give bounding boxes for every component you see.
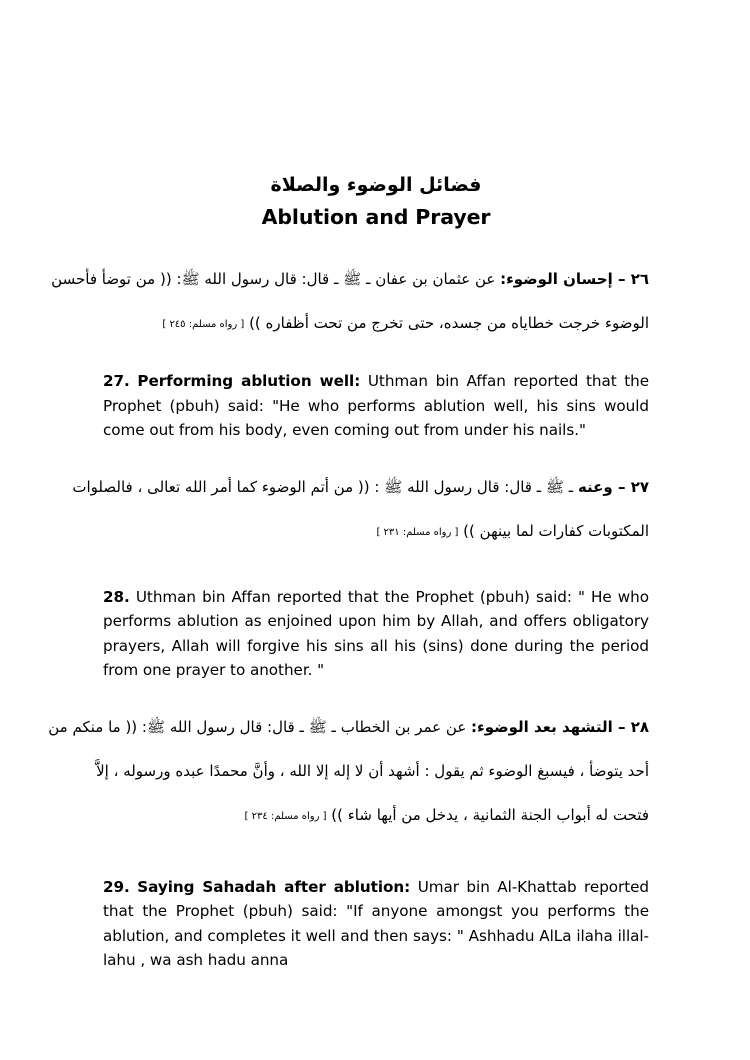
spacer [103,853,649,875]
hadith-reference: [ رواه مسلم: ٢٣٤ ] [244,810,327,822]
paragraph-body: Uthman bin Affan reported that the Prophet (pbuh) said: " He who performs ablution as enjoined upon him by Allah, and offers obligatory prayers, Allah will forgive his sins all his (sins) done during the period from one prayer to another. " [103,587,649,679]
arabic-line-text: الوضوء خرجت خطاياه من جسده، حتى تخرج من تحت أظفاره )) [249,314,649,332]
paragraph-body: Uthman bin Affan reported that the Prophet (pbuh) said: "He who performs ablution well, his sins would come out from his body, even coming out from under his nails." [103,372,650,439]
paragraph-number: 29. [103,877,130,896]
arabic-line [72,465,649,509]
arabic-lemma: إحسان الوضوء: [500,270,613,288]
arabic-line-text: أحد يتوضأ ، فيسبغ الوضوء ثم يقول : أشهد أن لا إله إلا الله ، وأنَّ محمدًا عبده ورسوله ، إلاَّ [96,761,649,780]
arabic-line [96,749,649,793]
english-paragraph-28 [103,585,649,683]
arabic-line [103,301,649,347]
arabic-line-text: عن عثمان بن عفان ـ ﷺ ـ قال: قال رسول الله ﷺ: (( من توضأ فأحسن [51,270,501,288]
spacer [103,361,649,369]
page-content [48,172,650,973]
arabic-lemma: وعنه [577,477,613,496]
hadith-reference: [ رواه مسلم: ٢٤٥ ] [162,319,245,330]
arabic-hadith-27 [72,465,649,555]
spacer [103,569,649,585]
page-title-english: Ablution and Prayer [261,205,491,229]
paragraph-number: 27. [103,372,130,390]
english-paragraph-29 [103,875,649,973]
paragraph-number: 28. [103,587,130,606]
arabic-line [51,257,649,301]
arabic-item-number: ٢٧ – [612,477,649,496]
arabic-lemma: التشهد بعد الوضوء: [471,717,613,736]
english-paragraph-27 [103,369,649,443]
arabic-line-text: المكتوبات كفارات لما بينهن )) [463,521,649,540]
arabic-item-number: ٢٦ – [612,270,649,288]
arabic-line [48,705,649,749]
paragraph-lead: Performing ablution well: [137,372,361,390]
page-title-arabic: فضائل الوضوء والصلاة [270,174,482,196]
arabic-line [103,509,649,555]
arabic-item-number: ٢٨ – [612,717,649,736]
arabic-line-text: عن عمر بن الخطاب ـ ﷺ ـ قال: قال رسول الله ﷺ: (( ما منكم من [48,717,472,736]
paragraph-body: Umar bin Al-Khattab reported that the Prophet (pbuh) said: "If anyone amongst you performs the ablution, and completes it well and then says: " Ashhadu AlLa ilaha illal-lahu , wa ash hadu anna [103,877,650,969]
arabic-hadith-26 [51,257,649,347]
hadith-reference: [ رواه مسلم: ٢٣١ ] [376,526,459,538]
arabic-hadith-28 [48,705,649,839]
arabic-line-text: فتحت له أبواب الجنة الثمانية ، يدخل من أيها شاء )) [331,805,649,824]
arabic-line-text: ـ ﷺ ـ قال: قال رسول الله ﷺ : (( من أتم الوضوء كما أمر الله تعالى ، فالصلوات [72,477,578,496]
arabic-line [103,793,649,839]
paragraph-lead: Saying Sahadah after ablution: [137,877,411,896]
